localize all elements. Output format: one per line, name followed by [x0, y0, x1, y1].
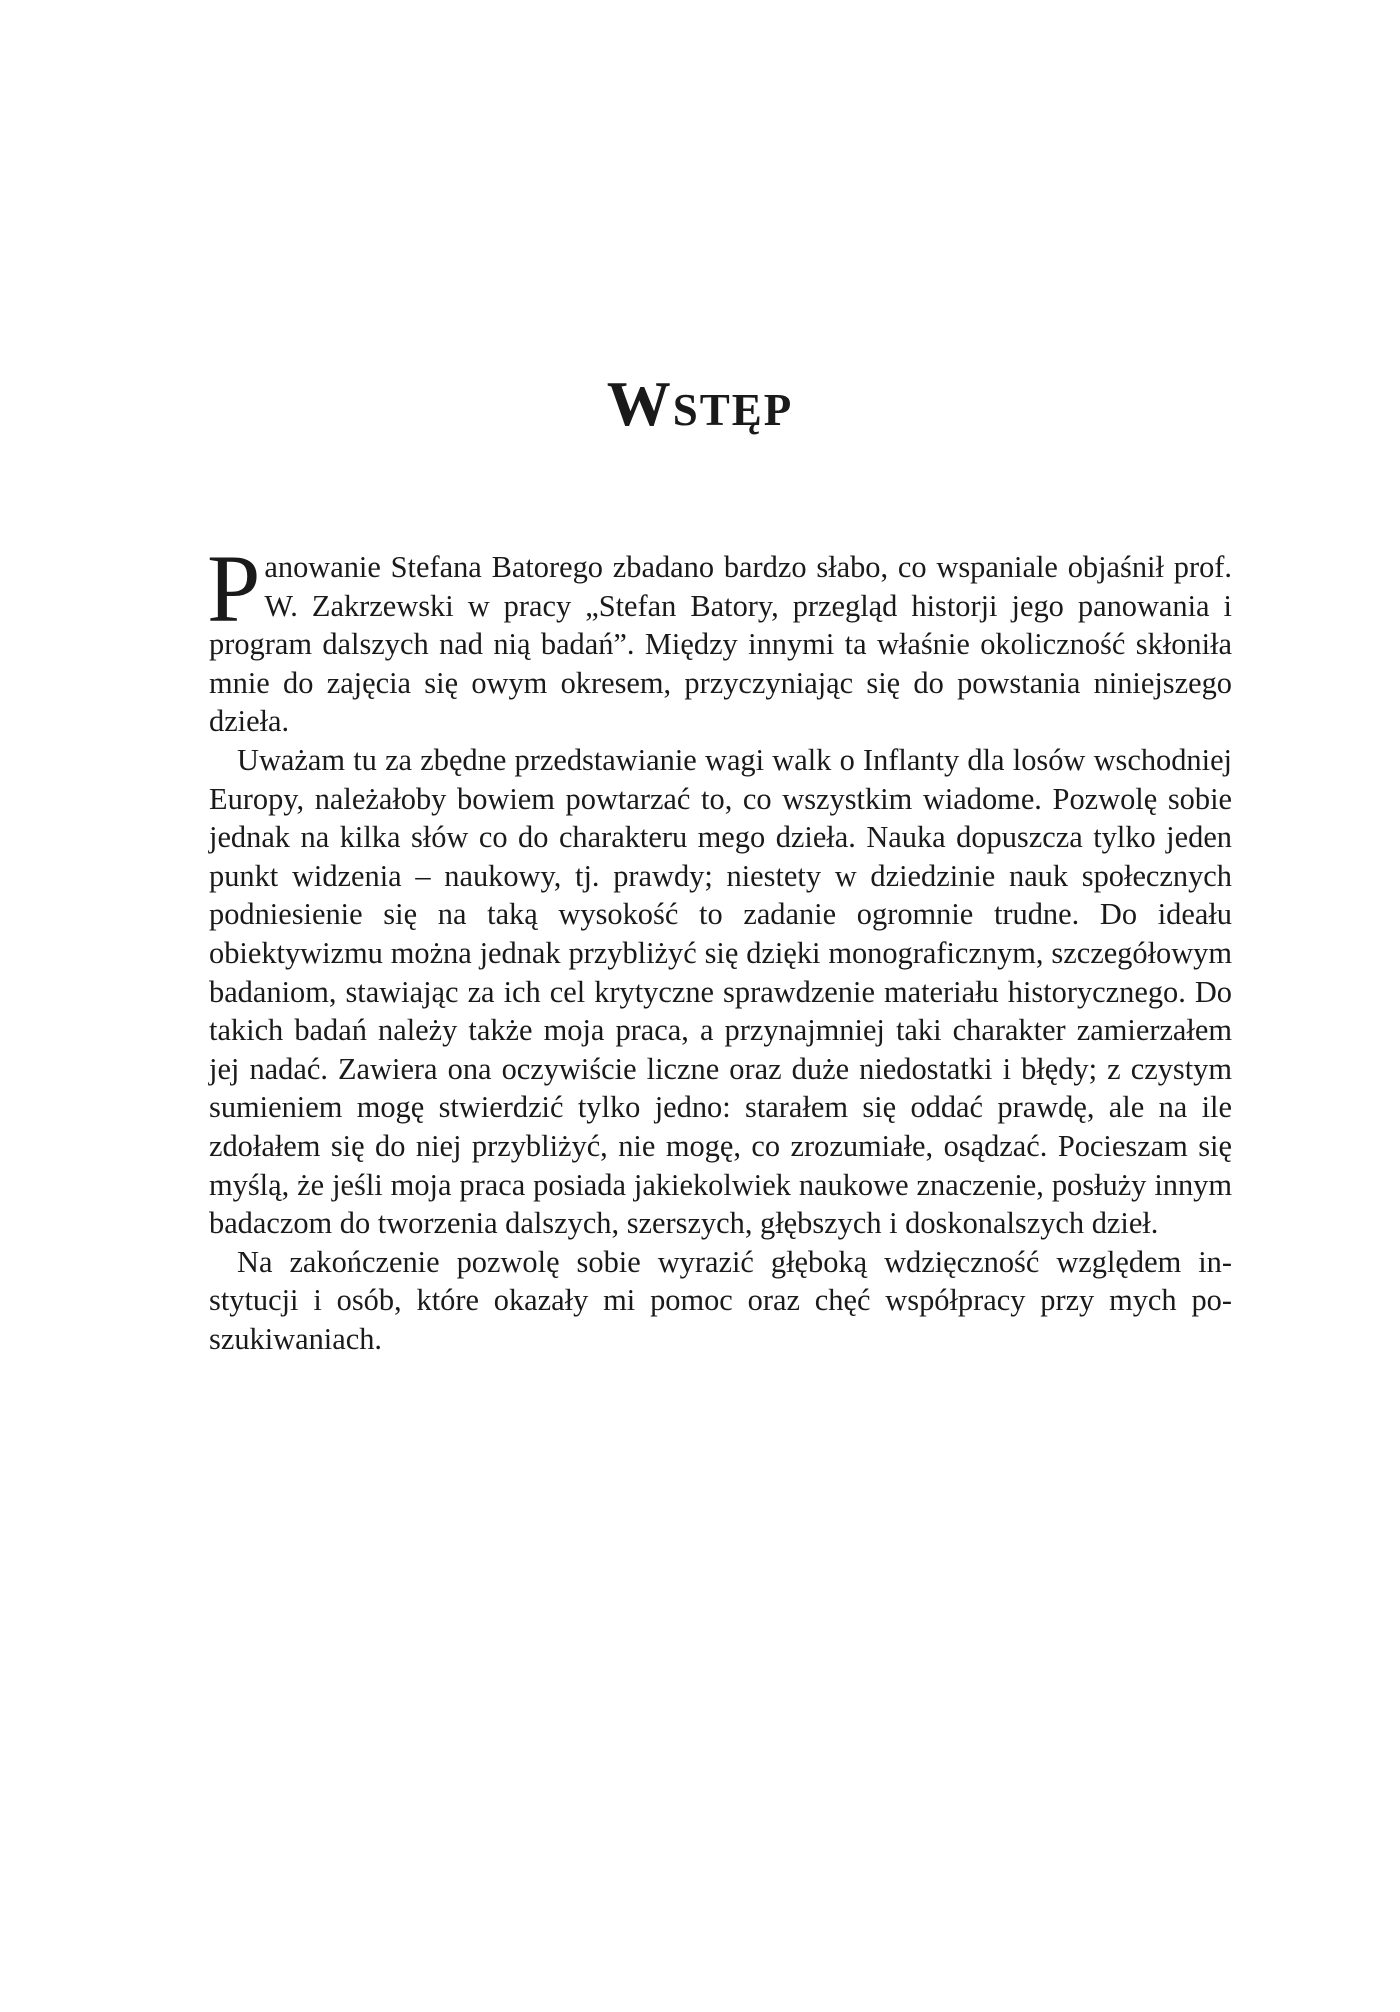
chapter-body [207, 535, 1232, 1358]
paragraph-1 [207, 535, 1232, 741]
paragraph-1-text: anowanie Stefana Batorego zbadano bardzo słabo, co wspaniale objaśnił prof. W. Zakrzewski w pracy „Stefan Batory, przegląd historji jego panowania i program dalszych nad nią badań”. Między innymi ta właśnie okoliczność skłoniła mnie do zajęcia się owym okresem, przyczyniając się do powstania niniejszego dzieła. [209, 550, 1232, 739]
paragraph-3: Na zakończenie pozwolę sobie wyrazić głęboką wdzięczność względem instytucji i osób, które okazały mi pomoc oraz chęć współpracy przy mych poszukiwaniach. [209, 1244, 1232, 1356]
chapter-title: Wstęp [606, 368, 794, 439]
drop-cap-letter: P [207, 535, 261, 642]
paragraph-2: Uważam tu za zbędne przedstawianie wagi walk o Inflanty dla losów wschodniej Europy, należałoby bowiem powtarzać to, co wszystkim wiadome. Pozwolę sobie jednak na kilka słów co do charakteru mego dzieła. Nauka dopuszcza tylko jeden punkt widzenia – naukowy, tj. prawdy; niestety w dziedzinie nauk społecznych podniesienie się na taką wysokość to zadanie ogromnie trudne. Do ideału obiektywizmu można jednak przybliżyć się dzięki monograficznym, szczegółowym badaniom, stawiając za ich cel krytyczne sprawdzenie materiału historycznego. Do takich badań należy także moja praca, a przynajmniej taki charakter zamierzałem jej nadać. Zawiera ona oczywiście liczne oraz duże niedostatki i błędy; z czystym sumieniem mogę stwierdzić tylko jedno: starałem się oddać prawdę, ale na ile zdołałem się do niej przybliżyć, nie mogę, co zrozumiałe, osądzać. Pocieszam się myślą, że jeśli moja praca posiada jakiekolwiek naukowe znaczenie, posłuży innym badaczom do tworzenia dalszych, szerszych, głębszych i doskonalszych dzieł. [209, 742, 1232, 1241]
